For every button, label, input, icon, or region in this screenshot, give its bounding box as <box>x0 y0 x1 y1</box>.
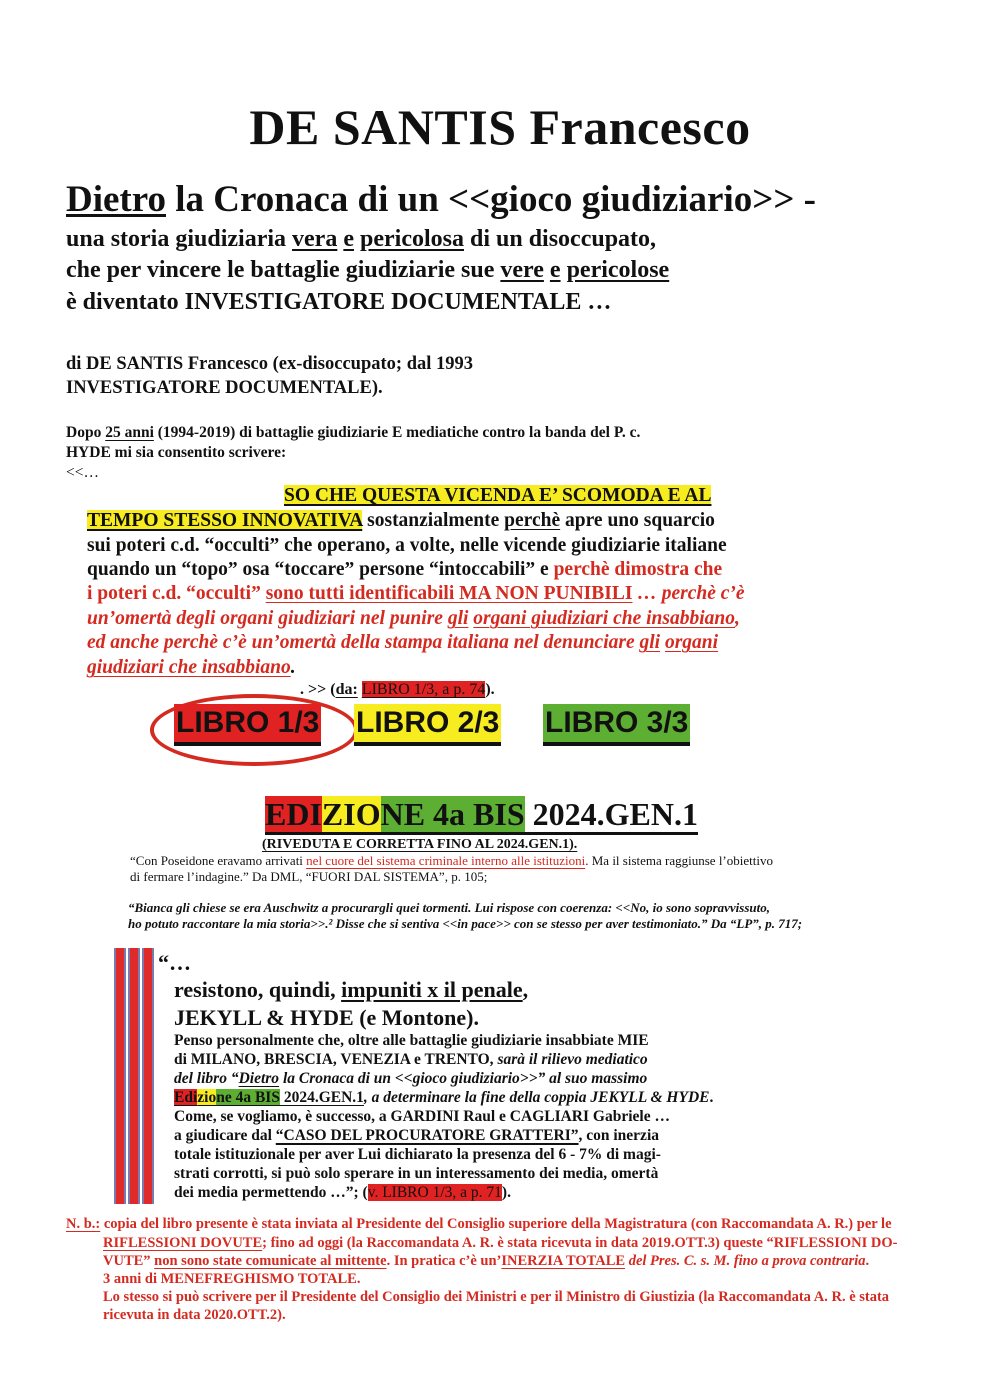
note-line-3: VUTE” non sono state comunicate al mittente. In pratica c’è un’INERZIA TOTALE del Pres. C. s. M. fino a prova contraria. <box>103 1253 870 1269</box>
note-line-4: 3 anni di MENEFREGHISMO TOTALE. <box>103 1271 361 1287</box>
quote-bar-decoration <box>114 948 126 1204</box>
citation-1-line-2: di fermare l’indagine.” Da DML, “FUORI DAL SISTEMA”, p. 105; <box>130 869 488 884</box>
quote-line-3: sui poteri c.d. “occulti” che operano, a volte, nelle vicende giudiziarie italiane <box>87 535 727 556</box>
subtitle-line-1: una storia giudiziaria vera e pericolosa di un disoccupato, <box>66 226 657 252</box>
subtitle-line-3: è diventato INVESTIGATORE DOCUMENTALE … <box>66 289 612 315</box>
book-button-2[interactable]: LIBRO 2/3 <box>354 704 501 746</box>
blockquote-line-5: del libro “Dietro la Cronaca di un <<gioco giudiziario>>” al suo massimo <box>174 1070 648 1087</box>
blockquote-line-6: Edizione 4a BIS 2024.GEN.1, a determinare la fine della coppia JEKYLL & HYDE. <box>174 1089 714 1106</box>
note-line-1: N. b.: copia del libro presente è stata inviata al Presidente del Consiglio superiore della Magistratura (con Raccomandata A. R.) per le <box>66 1216 892 1232</box>
blockquote-line-3: Penso personalmente che, oltre alle battaglie giudiziarie insabbiate MIE <box>174 1032 649 1049</box>
note-line-2: RIFLESSIONI DOVUTE; fino ad oggi (la Raccomandata A. R. è stata ricevuta in data 2019.OTT.3) queste “RIFLESSIONI DO- <box>103 1235 898 1251</box>
citation-2-line-2: ho potuto raccontare la mia storia>>.² Disse che si sentiva <<in pace>> con se stesso per aver testimoniato.” Da “LP”, p. 717; <box>128 916 803 931</box>
document-title: DE SANTIS Francesco <box>249 99 751 155</box>
quote-bar-decoration <box>128 948 140 1204</box>
note-label: N. b.: <box>66 1216 101 1232</box>
subtitle-rest: la Cronaca di un <<gioco giudiziario>> - <box>166 179 816 220</box>
blockquote-open: “… <box>158 950 191 975</box>
quote-line-2: TEMPO STESSO INNOVATIVA sostanzialmente perchè apre uno squarcio <box>87 510 715 531</box>
quote-line-6: un’omertà degli organi giudiziari nel punire gli organi giudiziari che insabbiano, <box>87 608 740 629</box>
subtitle-line-2: che per vincere le battaglie giudiziarie sue vere e pericolose <box>66 257 670 283</box>
edition-title: EDIZIONE 4a BIS 2024.GEN.1 <box>265 796 698 835</box>
edition-revised-note: (RIVEDUTA E CORRETTA FINO AL 2024.GEN.1). <box>262 837 578 852</box>
note-line-6: ricevuta in data 2020.OTT.2). <box>103 1307 286 1323</box>
quote-bar-decoration <box>142 948 154 1204</box>
subtitle-underlined-word: Dietro <box>66 179 166 220</box>
intro-open-quote: <<… <box>66 464 99 481</box>
blockquote-line-10: strati corrotti, si può solo sperare in un interessamento dei media, omertà <box>174 1165 659 1182</box>
source-reference-link[interactable]: LIBRO 1/3, a p. 74 <box>361 681 486 698</box>
blockquote-line-11: dei media permettendo …”; (v. LIBRO 1/3, a p. 71). <box>174 1184 511 1201</box>
byline-line-2: INVESTIGATORE DOCUMENTALE). <box>66 378 383 398</box>
citation-1-line-1: “Con Poseidone eravamo arrivati nel cuore del sistema criminale interno alle istituzioni. Ma il sistema raggiunse l’obiettivo <box>130 853 773 868</box>
intro-line-1: Dopo 25 anni (1994-2019) di battaglie giudiziarie E mediatiche contro la banda del P. c. <box>66 424 641 441</box>
blockquote-line-9: totale istituzionale per aver Lui dichiarato la presenza del 6 - 7% di magi- <box>174 1146 661 1163</box>
quote-line-5: i poteri c.d. “occulti” sono tutti identificabili MA NON PUNIBILI … perchè c’è <box>87 583 745 604</box>
citation-2-line-1: “Bianca gli chiese se era Auschwitz a procurargli quei tormenti. Lui rispose con coerenza: <<No, io sono sopravvissuto, <box>128 900 770 915</box>
book-button-3[interactable]: LIBRO 3/3 <box>543 704 690 746</box>
quote-line-8: giudiziari che insabbiano. <box>87 657 296 678</box>
blockquote-line-8: a giudicare dal “CASO DEL PROCURATORE GRATTERI”, con inerzia <box>174 1127 659 1144</box>
byline-line-1: di DE SANTIS Francesco (ex-disoccupato; dal 1993 <box>66 354 474 374</box>
intro-line-2: HYDE mi sia consentito scrivere: <box>66 444 287 461</box>
quote-line-1: SO CHE QUESTA VICENDA E’ SCOMODA E AL <box>284 485 712 506</box>
quote-line-4: quando un “topo” osa “toccare” persone “intoccabili” e perchè dimostra che <box>87 559 723 580</box>
quote-source: . >> (da: LIBRO 1/3, a p. 74). <box>300 681 495 698</box>
blockquote-line-4: di MILANO, BRESCIA, VENEZIA e TRENTO, sarà il rilievo mediatico <box>174 1051 648 1068</box>
blockquote-line-2: JEKYLL & HYDE (e Montone). <box>174 1005 479 1030</box>
blockquote-line-1: resistono, quindi, impuniti x il penale, <box>174 977 529 1002</box>
blockquote-line-7: Come, se vogliamo, è successo, a GARDINI Raul e CAGLIARI Gabriele … <box>174 1108 670 1125</box>
quote-line-7: ed anche perchè c’è un’omertà della stampa italiana nel denunciare gli organi <box>87 632 719 653</box>
book-subtitle <box>66 178 816 221</box>
reference-link[interactable]: v. LIBRO 1/3, a p. 71 <box>367 1184 502 1201</box>
book-button-1[interactable]: LIBRO 1/3 <box>174 704 321 746</box>
note-line-5: Lo stesso si può scrivere per il Presidente del Consiglio dei Ministri e per il Ministro di Giustizia (la Raccomandata A. R. è stata <box>103 1289 890 1305</box>
